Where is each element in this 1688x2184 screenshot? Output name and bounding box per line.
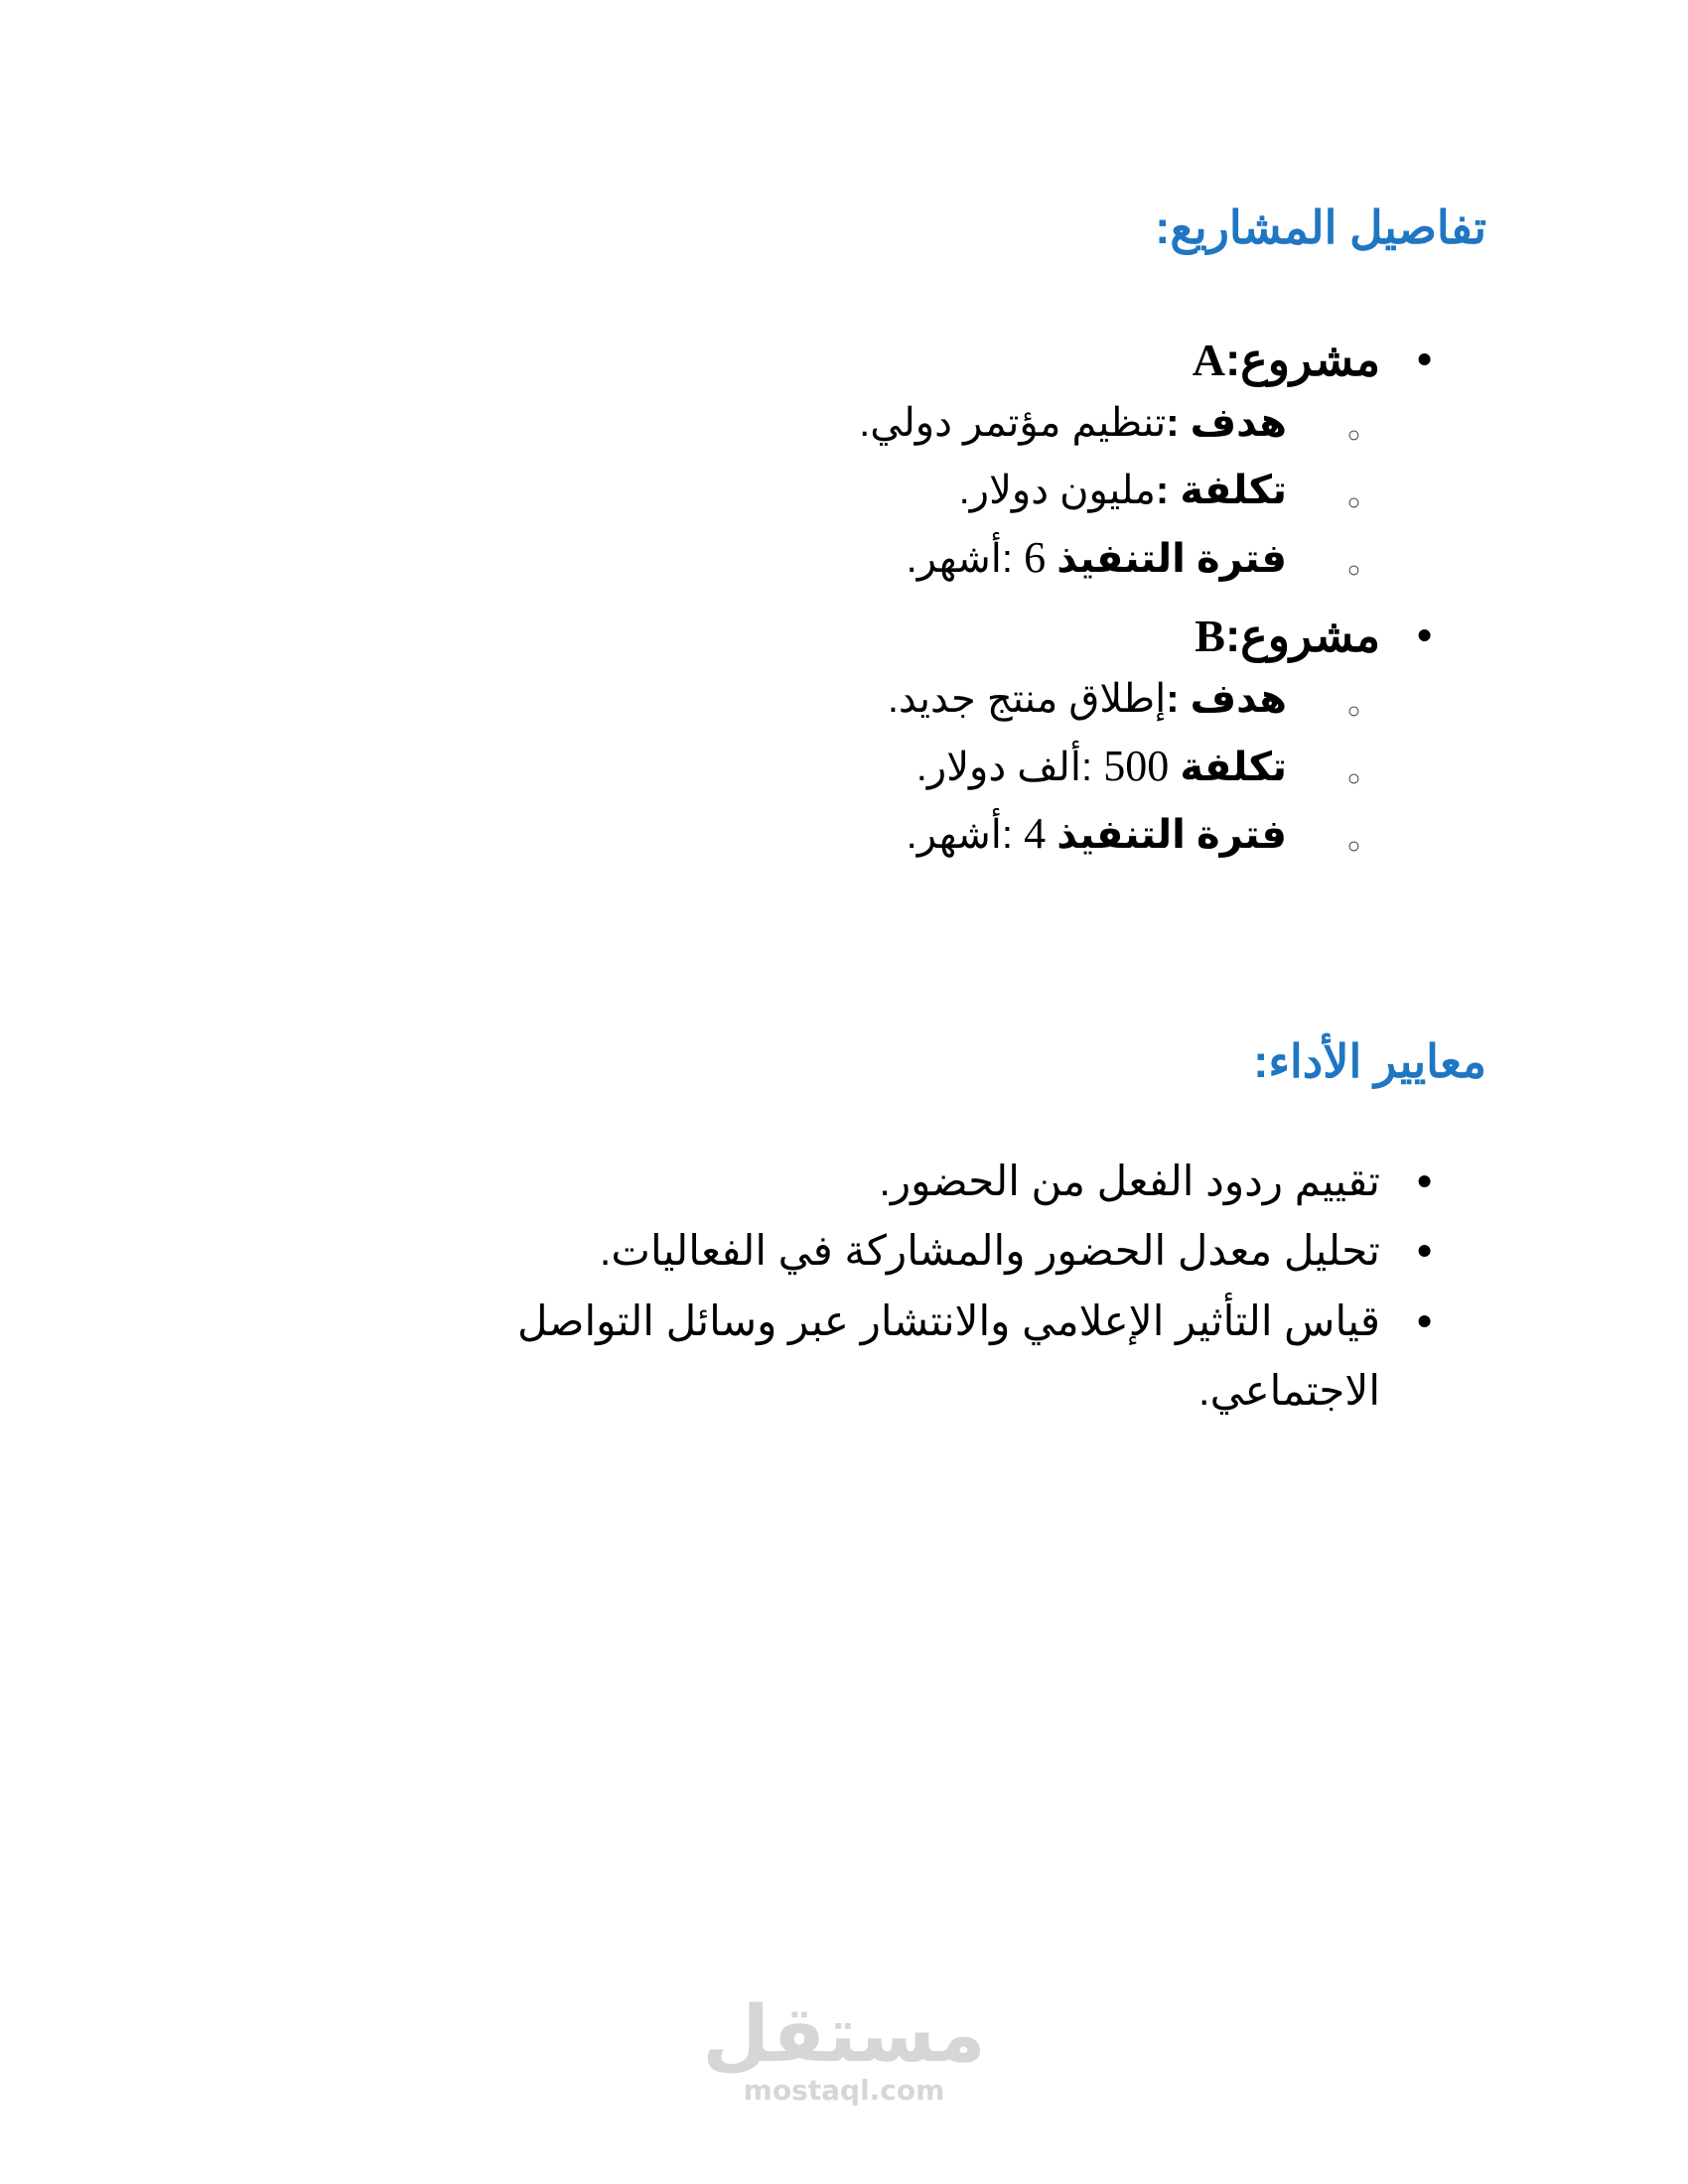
cost-value: :ألف دولار.: [915, 746, 1093, 789]
watermark-url: mostaql.com: [743, 2074, 945, 2107]
circle-bullet-icon: ○: [1346, 765, 1360, 790]
duration-label: فترة التنفيذ: [1056, 537, 1287, 581]
duration-value: :أشهر.: [906, 813, 1013, 857]
duration-label: فترة التنفيذ: [1056, 813, 1287, 857]
duration-number: 4: [1024, 809, 1047, 858]
cost-value: مليون دولار.: [958, 469, 1156, 512]
bullet-icon: •: [1417, 1297, 1432, 1344]
project-b-duration: [906, 806, 1360, 863]
goal-value: إطلاق منتج جديد.: [887, 677, 1167, 721]
cost-label: تكلفة :: [1155, 469, 1287, 512]
metric-text: تحليل معدل الحضور والمشاركة في الفعاليات.: [599, 1227, 1380, 1274]
circle-bullet-icon: ○: [1346, 422, 1360, 447]
project-a-label: مشروع:: [1224, 334, 1380, 385]
metric-text: قياس التأثير الإعلامي والانتشار عبر وسائل التواصل الاجتماعي.: [516, 1297, 1380, 1414]
metric-text: تقييم ردود الفعل من الحضور.: [879, 1158, 1380, 1204]
circle-bullet-icon: ○: [1346, 489, 1360, 514]
project-b-cost: [915, 739, 1360, 795]
circle-bullet-icon: ○: [1346, 833, 1360, 858]
metric-item: [879, 1150, 1432, 1213]
projects-heading: تفاصيل المشاريع:: [1155, 202, 1486, 253]
metric-item: [599, 1219, 1432, 1283]
project-a-title: [1192, 332, 1432, 389]
bullet-icon: •: [1417, 336, 1432, 382]
bullet-icon: •: [1417, 1158, 1432, 1204]
duration-value: :أشهر.: [906, 537, 1013, 581]
mostaql-watermark: [675, 1990, 1013, 2107]
goal-label: هدف :: [1166, 677, 1287, 721]
project-b-label: مشروع:: [1224, 610, 1380, 661]
goal-value: تنظيم مؤتمر دولي.: [859, 401, 1167, 445]
metric-item: [377, 1287, 1432, 1426]
project-a-code: A: [1192, 335, 1225, 385]
bullet-icon: •: [1417, 612, 1432, 658]
project-a-cost: [958, 463, 1360, 518]
metrics-heading: معايير الأداء:: [1253, 1035, 1486, 1087]
cost-label: تكلفة: [1180, 746, 1287, 789]
circle-bullet-icon: ○: [1346, 698, 1360, 723]
project-a-duration: [906, 530, 1360, 587]
goal-label: هدف :: [1166, 401, 1287, 445]
bullet-icon: •: [1417, 1227, 1432, 1274]
watermark-logo: مستقل: [702, 1990, 986, 2080]
cost-number: 500: [1103, 742, 1170, 790]
project-b-title: [1195, 608, 1432, 665]
duration-number: 6: [1024, 533, 1047, 582]
project-b-goal: [887, 671, 1360, 727]
project-b-code: B: [1195, 611, 1225, 661]
project-a-goal: [859, 395, 1360, 451]
circle-bullet-icon: ○: [1346, 557, 1360, 582]
